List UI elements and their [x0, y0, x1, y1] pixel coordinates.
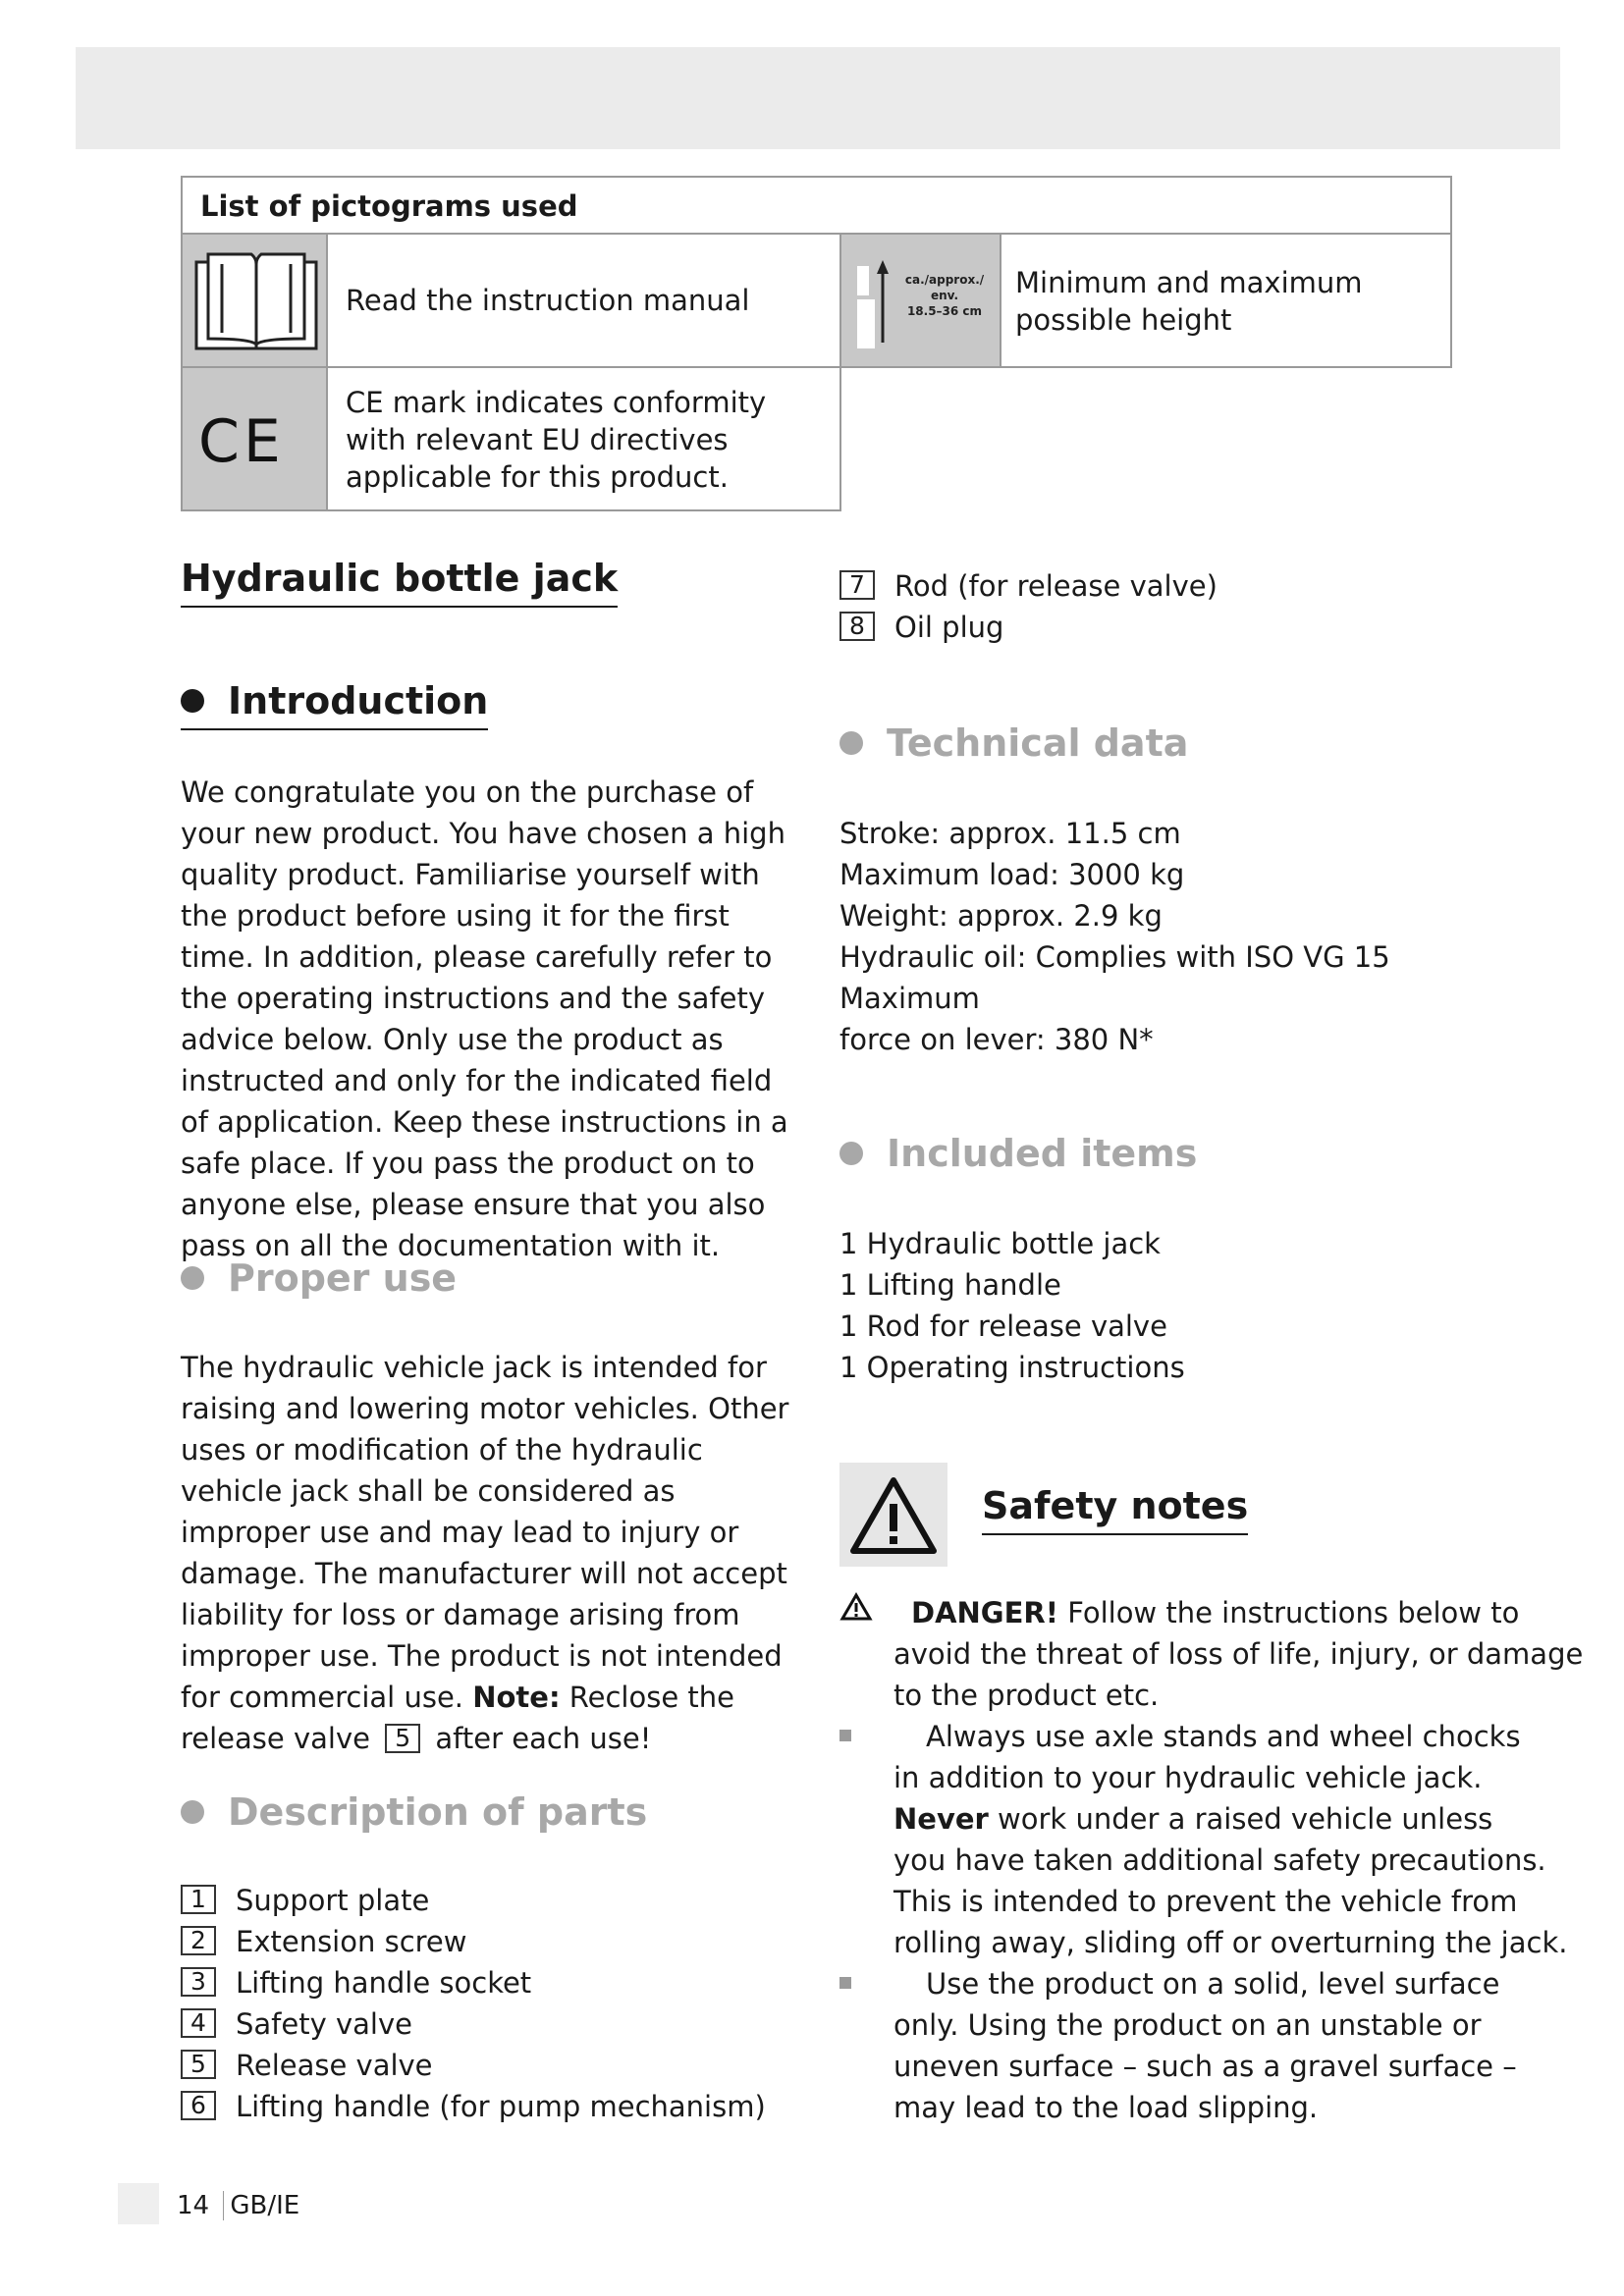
- bullet2-line: uneven surface – such as a gravel surface –: [893, 2050, 1517, 2083]
- header-bar: [76, 47, 1560, 149]
- part-item: [839, 565, 1218, 607]
- read-manual-text: Read the instruction manual: [346, 284, 750, 317]
- ce-mark-icon: CE: [198, 407, 285, 476]
- bullet2-line: Use the product on a solid, level surface: [926, 1967, 1500, 2001]
- note-text-2: after each use!: [435, 1722, 652, 1755]
- warning-triangle-icon: [839, 1463, 947, 1567]
- note-ref-box: 5: [385, 1724, 420, 1753]
- footer-box: [118, 2183, 159, 2224]
- safety-heading: Safety notes: [982, 1484, 1248, 1535]
- page-locale: GB/IE: [223, 2191, 299, 2220]
- page-number: 14: [177, 2191, 210, 2220]
- included-item: 1 Operating instructions: [839, 1351, 1185, 1384]
- tech-line: Hydraulic oil: Complies with ISO VG 15: [839, 940, 1390, 974]
- pictogram-table: [181, 176, 1452, 511]
- bullet-dot-icon: [181, 1800, 204, 1824]
- parts-heading: [181, 1790, 647, 1834]
- danger-line-1: [911, 1592, 1519, 1633]
- main-title: Hydraulic bottle jack: [181, 557, 618, 608]
- part-item: [181, 1962, 531, 2003]
- danger-triangle-icon: [839, 1592, 873, 1622]
- danger-text: Follow the instructions below to: [1067, 1596, 1520, 1629]
- tech-line: force on lever: 380 N*: [839, 1023, 1154, 1056]
- tech-line: Maximum load: 3000 kg: [839, 858, 1185, 891]
- introduction-heading-text: Introduction: [228, 679, 489, 722]
- part-item: [181, 2086, 766, 2127]
- part-label: Support plate: [236, 1884, 430, 1917]
- proper-use-text: [181, 1347, 799, 1759]
- part-number: 6: [181, 2091, 216, 2120]
- height-desc-text: Minimum and maximum possible height: [1015, 266, 1363, 337]
- technical-heading: [839, 721, 1188, 765]
- part-item: [181, 2003, 412, 2045]
- bullet-dot-icon: [839, 731, 863, 755]
- part-label: Release valve: [236, 2049, 433, 2082]
- technical-heading-text: Technical data: [887, 721, 1189, 765]
- proper-use-heading: [181, 1256, 457, 1300]
- part-number: 1: [181, 1885, 216, 1914]
- height-label-1: ca./approx./: [904, 273, 985, 287]
- included-item: 1 Lifting handle: [839, 1268, 1061, 1302]
- bullet-square-icon: [839, 1977, 851, 1989]
- proper-use-heading-text: Proper use: [228, 1256, 458, 1300]
- included-item: 1 Rod for release valve: [839, 1309, 1167, 1343]
- part-number: 4: [181, 2008, 216, 2038]
- part-number: 5: [181, 2050, 216, 2079]
- introduction-text: We congratulate you on the purchase of your new product. You have chosen a high quality product. Familiarise yourself with the product before using it for the first time. In addition, please carefully refer to the operating instructions and the safety advice below. Only use the product as instructed and only for the indicated field of application. Keep these instructions in a safe place. If you pass the product on to anyone else, please ensure that you also pass on all the documentation with it.: [181, 775, 788, 1262]
- book-icon: [183, 235, 330, 370]
- part-label: Lifting handle (for pump mechanism): [236, 2090, 766, 2123]
- ce-desc-cell: [326, 366, 841, 511]
- danger-line-3: to the product etc.: [893, 1679, 1160, 1712]
- part-item: [181, 1921, 466, 1962]
- part-item: [839, 607, 1003, 648]
- tech-line: Stroke: approx. 11.5 cm: [839, 817, 1181, 850]
- bullet1-line: This is intended to prevent the vehicle from: [893, 1885, 1518, 1918]
- bullet1-line: in addition to your hydraulic vehicle jack.: [893, 1761, 1483, 1794]
- bullet-dot-icon: [181, 1266, 204, 1290]
- pictogram-title-row: [181, 176, 1452, 235]
- bullet2-line: only. Using the product on an unstable or: [893, 2008, 1482, 2042]
- included-heading-text: Included items: [887, 1132, 1198, 1175]
- part-label: Oil plug: [894, 611, 1004, 644]
- part-number: 7: [839, 570, 875, 600]
- note-text-1: Reclose the release valve: [181, 1681, 734, 1755]
- ce-icon-cell: [181, 366, 328, 511]
- bullet1-line: you have taken additional safety precautions.: [893, 1843, 1546, 1877]
- bullet-square-icon: [839, 1730, 851, 1741]
- height-label-2: env.: [930, 289, 959, 302]
- page-footer: [177, 2191, 299, 2220]
- tech-line: Weight: approx. 2.9 kg: [839, 899, 1163, 933]
- bullet2-line: may lead to the load slipping.: [893, 2091, 1319, 2124]
- bullet1-line: [893, 1798, 1492, 1840]
- warning-icon-box: [839, 1463, 947, 1567]
- book-icon-cell: [181, 233, 328, 368]
- part-number: 3: [181, 1967, 216, 1997]
- part-number: 2: [181, 1926, 216, 1955]
- introduction-heading: [181, 679, 488, 730]
- never-label: Never: [893, 1802, 989, 1836]
- bullet1-line: Always use axle stands and wheel chocks: [926, 1720, 1521, 1753]
- ce-desc-text: CE mark indicates conformity with relevant EU directives applicable for this product.: [346, 386, 767, 494]
- part-number: 8: [839, 612, 875, 641]
- danger-label: DANGER!: [911, 1596, 1058, 1629]
- height-icon-cell: [839, 233, 1001, 368]
- part-label: Safety valve: [236, 2007, 412, 2041]
- part-item: [181, 2045, 433, 2086]
- height-desc-cell: [1000, 233, 1452, 368]
- read-manual-cell: [326, 233, 841, 368]
- part-label: Extension screw: [236, 1925, 467, 1958]
- note-label: Note:: [472, 1681, 561, 1714]
- part-label: Lifting handle socket: [236, 1966, 532, 2000]
- part-item: [181, 1880, 429, 1921]
- included-item: 1 Hydraulic bottle jack: [839, 1227, 1161, 1260]
- parts-heading-text: Description of parts: [228, 1790, 648, 1834]
- pictogram-title: List of pictograms used: [200, 189, 578, 223]
- bullet-dot-icon: [181, 689, 204, 713]
- included-heading: [839, 1132, 1197, 1175]
- tech-line: Maximum: [839, 982, 980, 1015]
- bullet1-line: rolling away, sliding off or overturning the jack.: [893, 1926, 1568, 1959]
- proper-use-body: The hydraulic vehicle jack is intended for raising and lowering motor vehicles. Other uses or modification of the hydraulic vehicle jack shall be considered as improper use and may lead to injury or damage. The manufacturer will not accept liability for loss or damage arising from improper use. The product is not intended for commercial use.: [181, 1351, 789, 1714]
- part-label: Rod (for release valve): [894, 569, 1218, 603]
- height-label-3: 18.5–36 cm: [906, 304, 983, 318]
- bullet1-text: work under a raised vehicle unless: [998, 1802, 1493, 1836]
- bullet-dot-icon: [839, 1142, 863, 1165]
- danger-line-2: avoid the threat of loss of life, injury, or damage: [893, 1637, 1584, 1671]
